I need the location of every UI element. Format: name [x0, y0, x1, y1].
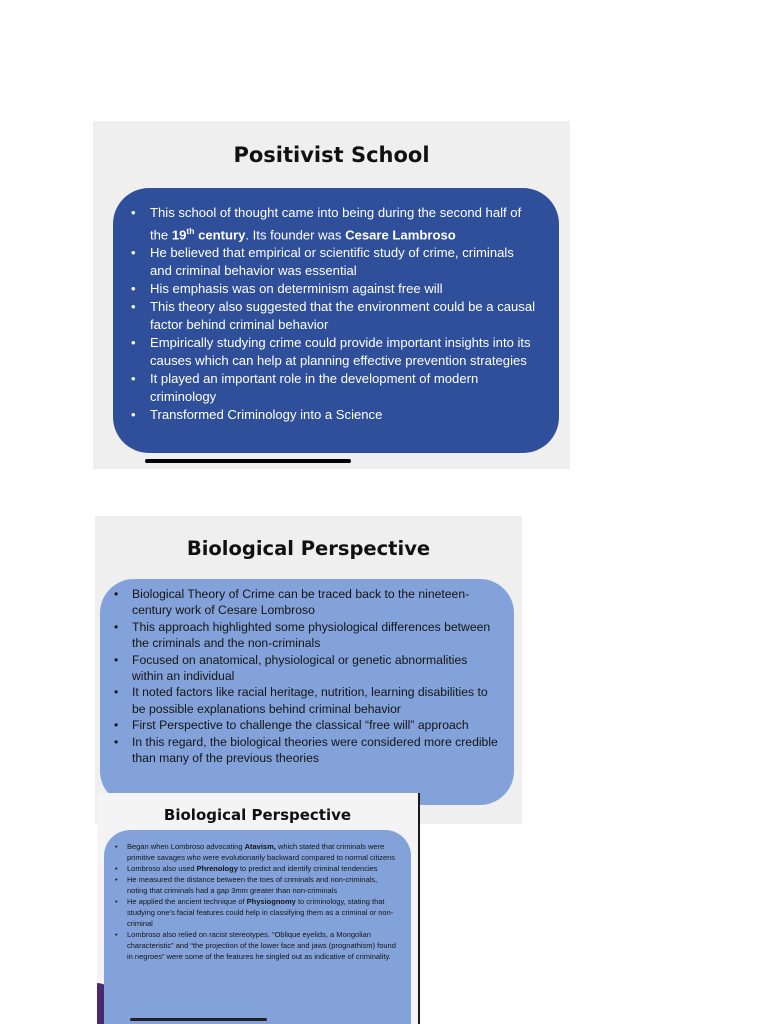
bullet-text: Empirically studying crime could provide important insights into its causes which can help at planning effective prevention strategies — [150, 335, 531, 369]
bullet-text: which stated that criminals were primitive savages who were evolutionarily backward compared to normal citizens — [127, 842, 396, 862]
bold-text: Physiognomy — [246, 897, 296, 906]
bullet-item — [150, 204, 539, 244]
bullet-item — [127, 874, 399, 896]
bullet-text: It played an important role in the development of modern criminology — [150, 371, 479, 405]
bold-text: Cesare Lambroso — [345, 227, 456, 243]
bold-text: Atavism, — [244, 842, 276, 851]
bullet-item — [132, 717, 500, 733]
slide-title: Biological Perspective — [186, 537, 431, 560]
bullet-item — [132, 619, 500, 652]
bullet-item — [150, 370, 539, 406]
bullet-text: First Perspective to challenge the classical “free will” approach — [132, 718, 469, 733]
bullet-item — [127, 863, 399, 874]
bullet-text: He measured the distance between the toes of criminals and non-criminals, noting that criminals had a gap 3mm greater than non-criminals — [127, 875, 378, 895]
bullet-item — [150, 244, 539, 280]
home-indicator-bar — [130, 1018, 267, 1021]
bullet-item — [150, 280, 539, 298]
bullet-box — [100, 579, 514, 805]
bullet-text: Biological Theory of Crime can be traced back to the nineteen-century work of Cesare Lombroso — [132, 587, 470, 618]
bullet-item — [127, 896, 399, 929]
bullet-item — [150, 334, 539, 370]
bullet-list — [113, 188, 559, 424]
bullet-text: This school of thought came into being during the second half of the — [150, 205, 522, 243]
bold-text: century — [194, 227, 246, 243]
bold-text: th — [186, 226, 195, 236]
bullet-list — [104, 830, 411, 962]
bullet-text: It noted factors like racial heritage, nutrition, learning disabilities to be possible explanations behind criminal behavior — [132, 685, 488, 716]
bullet-list — [100, 579, 514, 766]
bullet-text: Lombroso also used — [127, 864, 197, 873]
home-indicator-bar — [145, 459, 351, 463]
bullet-text: He applied the ancient technique of — [127, 897, 247, 906]
bullet-text: He believed that empirical or scientific study of crime, criminals and criminal behavior was essential — [150, 245, 514, 279]
bullet-text: to criminology, stating that studying one’s facial features could help in classifying them as a criminal or non-criminal — [127, 897, 394, 928]
bold-text: Phrenology — [196, 864, 238, 873]
bullet-item — [132, 734, 500, 767]
bullet-text: . Its founder was — [245, 227, 346, 243]
bullet-text: Transformed Criminology into a Science — [150, 407, 383, 423]
bullet-item — [132, 652, 500, 685]
slide-biological-perspective-continued — [97, 793, 420, 1024]
bullet-text: His emphasis was on determinism against free will — [150, 281, 443, 297]
slide-positivist-school — [93, 121, 570, 469]
bullet-text: Began when Lombroso advocating — [127, 842, 245, 851]
bullet-box — [104, 830, 411, 1024]
bullet-box — [113, 188, 559, 453]
bullet-text: This theory also suggested that the environment could be a causal factor behind criminal behavior — [150, 299, 536, 333]
bullet-text: to predict and identify criminal tendencies — [237, 864, 378, 873]
bullet-text: In this regard, the biological theories were considered more credible than many of the previous theories — [132, 734, 498, 766]
bullet-item — [132, 684, 500, 717]
bullet-text: This approach highlighted some physiological differences between the criminals and the non-criminals — [132, 619, 491, 651]
bullet-item — [150, 298, 539, 334]
bullet-text: Focused on anatomical, physiological or genetic abnormalities within an individual — [132, 652, 468, 684]
bullet-text: Lombroso also relied on racist stereotypes. “Oblique eyelids, a Mongolian characteristic” and “the projection of the lower face and jaws (prognathism) found in negroes” were some of the features he singled out as indicative of criminality. — [127, 930, 396, 961]
bullet-item — [132, 586, 500, 619]
bullet-item — [150, 406, 539, 424]
bullet-item — [127, 841, 399, 863]
bullet-item — [127, 929, 399, 962]
slide-title: Positivist School — [233, 143, 430, 167]
slide-biological-perspective — [95, 516, 522, 824]
slide-title: Biological Perspective — [163, 806, 352, 824]
bold-text: 19 — [171, 227, 187, 243]
